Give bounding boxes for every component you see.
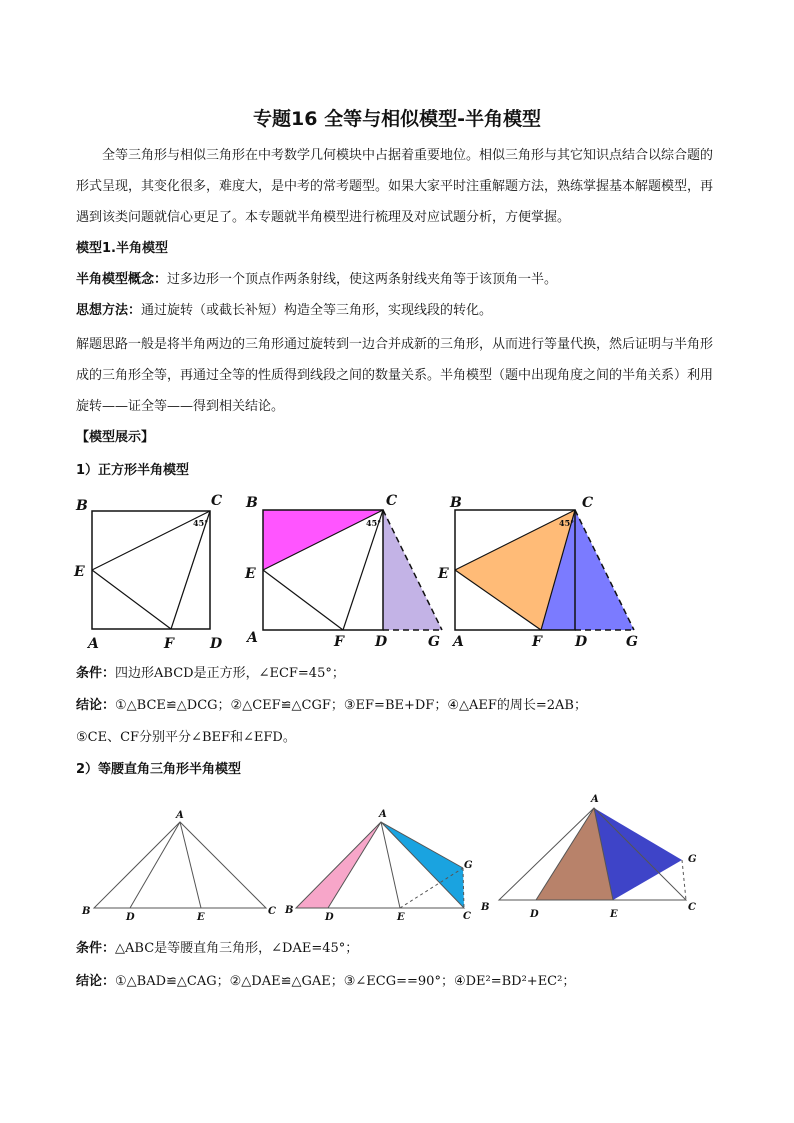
label-c: C — [582, 495, 594, 511]
angle-45-label: 45° — [366, 518, 382, 528]
segment-ef — [263, 570, 343, 630]
label-d: D — [375, 634, 388, 650]
label-d: D — [530, 909, 539, 920]
label-g: G — [428, 634, 440, 650]
label-f: F — [164, 636, 174, 650]
label-d: D — [575, 634, 588, 650]
segment-ad — [328, 822, 381, 908]
square-outline — [92, 511, 210, 629]
iso-conclusion-line — [76, 966, 720, 997]
iso-condition-text: △ABC是等腰直角三角形，∠DAE=45°； — [115, 941, 359, 956]
label-e: E — [610, 909, 618, 920]
isosceles-figure-2 — [284, 809, 473, 923]
model1-heading: 模型1.半角模型 — [76, 241, 168, 256]
isosceles-figure-1 — [81, 810, 276, 923]
square-figure-2 — [244, 493, 442, 650]
iso-conclusion-label: 结论： — [76, 974, 116, 989]
label-e: E — [438, 566, 449, 582]
label-b: B — [450, 495, 462, 511]
label-a: A — [247, 630, 258, 646]
segment-cf — [171, 511, 210, 629]
square-figure-3 — [437, 495, 638, 650]
concept-text: 过多边形一个顶点作两条射线，使这两条射线夹角等于该顶角一半。 — [167, 272, 558, 287]
isosceles-figure-3 — [480, 794, 697, 920]
label-e: E — [197, 912, 205, 923]
angle-45-label: 45° — [559, 518, 575, 528]
label-c: C — [386, 493, 398, 509]
label-f: F — [334, 634, 344, 650]
method-text: 通过旋转（或截长补短）构造全等三角形，实现线段的转化。 — [141, 303, 493, 318]
square-model-heading: 1）正方形半角模型 — [76, 463, 190, 478]
label-f: F — [532, 634, 542, 650]
label-d: D — [126, 912, 135, 923]
label-c: C — [211, 493, 223, 509]
label-c: C — [268, 906, 276, 917]
method-line — [76, 295, 720, 326]
square-condition-line — [76, 658, 720, 689]
label-a: A — [591, 794, 599, 805]
square-condition-text: 四边形ABCD是正方形，∠ECF=45°； — [115, 666, 345, 681]
iso-condition-line — [76, 933, 720, 964]
label-a: A — [88, 636, 99, 650]
label-b: B — [76, 498, 88, 514]
page-title: 专题16 全等与相似模型-半角模型 — [253, 108, 541, 130]
label-b: B — [82, 906, 91, 917]
label-g: G — [688, 854, 697, 865]
label-d: D — [210, 636, 223, 650]
display-heading: 【模型展示】 — [76, 430, 155, 445]
approach-paragraph: 解题思路一般是将半角两边的三角形通过旋转到一边合并成新的三角形，从而进行等量代换，然后证明与半角形成的三角形全等，再通过全等的性质得到线段之间的数量关系。半角模型（题中出现角度之间的半角关系）利用旋转——证全等——得到相关结论。 — [76, 337, 714, 414]
intro-paragraph: 全等三角形与相似三角形在中考数学几何模块中占据着重要地位。相似三角形与其它知识点结合以综合题的形式呈现，其变化很多，难度大，是中考的常考题型。如果大家平时注重解题方法，熟练掌握基本解题模型，再遇到该类问题就信心更足了。本专题就半角模型进行梳理及对应试题分析，方便掌握。 — [76, 148, 714, 225]
concept-line — [76, 264, 720, 295]
label-a: A — [453, 634, 464, 650]
segment-cf — [343, 510, 383, 630]
label-d: D — [325, 912, 334, 923]
square-conclusion-line-2: ⑤CE、CF分别平分∠BEF和∠EFD。 — [76, 730, 296, 745]
segment-ae — [180, 822, 201, 908]
concept-label: 半角模型概念： — [76, 272, 168, 287]
iso-model-heading: 2）等腰直角三角形半角模型 — [76, 762, 242, 777]
square-conclusion-text-1: ①△BCE≌△DCG；②△CEF≌△CGF；③EF=BE+DF；④△AEF的周长=2AB； — [115, 698, 587, 713]
label-b: B — [481, 902, 490, 913]
label-b: B — [246, 495, 258, 511]
iso-condition-label: 条件： — [76, 941, 116, 956]
label-a: A — [379, 809, 387, 820]
method-label: 思想方法： — [76, 303, 142, 318]
label-c: C — [688, 902, 696, 913]
segment-ef — [92, 570, 171, 629]
square-conclusion-label: 结论： — [76, 698, 116, 713]
square-figure-1 — [73, 493, 223, 650]
label-a: A — [176, 810, 184, 821]
label-c: C — [463, 911, 471, 922]
label-b: B — [285, 905, 294, 916]
label-g: G — [626, 634, 638, 650]
square-condition-label: 条件： — [76, 666, 116, 681]
triangle-abc — [94, 822, 266, 908]
iso-conclusion-text: ①△BAD≌△CAG；②△DAE≌△GAE；③∠ECG==90°；④DE²=BD²+EC²； — [115, 974, 576, 989]
label-e: E — [397, 912, 405, 923]
label-e: E — [245, 566, 256, 582]
square-conclusion-line — [76, 690, 720, 721]
label-e: E — [74, 564, 85, 580]
isosceles-figures — [70, 788, 710, 923]
angle-45-label: 45° — [193, 518, 209, 528]
segment-cg-dashed — [682, 860, 686, 900]
label-g: G — [464, 860, 473, 871]
square-figures — [70, 490, 660, 650]
